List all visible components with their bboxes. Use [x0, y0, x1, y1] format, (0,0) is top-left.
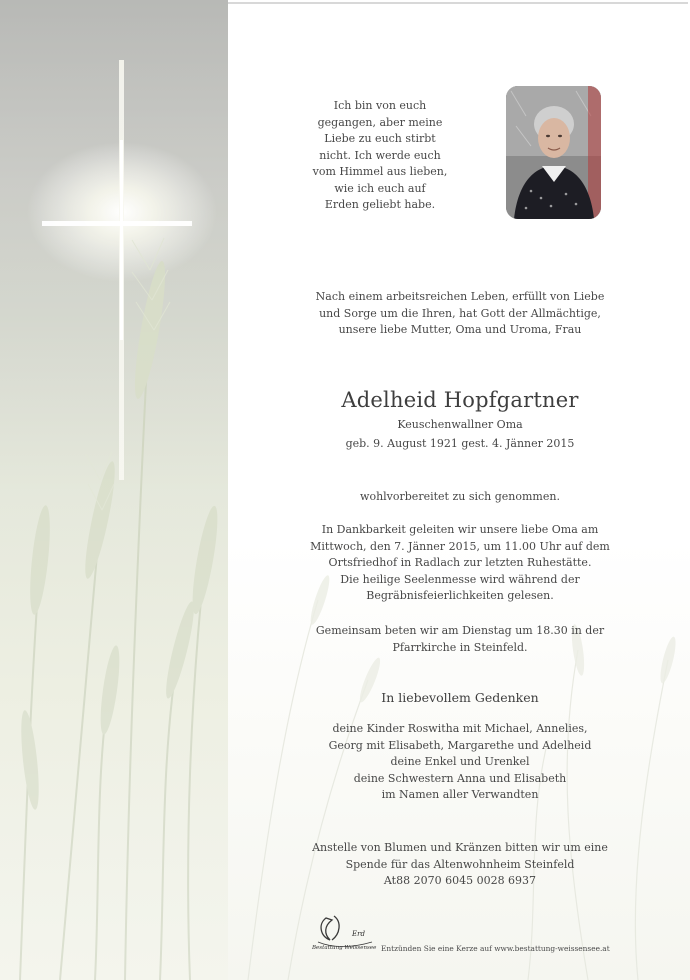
funeral-details: In Dankbarkeit geleiten wir unsere liebe Oma am Mittwoch, den 7. Jänner 2015, um 11.00 Uhr auf dem Ortsfriedhof in Radlach zur letzten Ruhestätte. Die heilige Seelenmesse wird während der Begräbnisfeierlichkeiten gelesen.: [310, 523, 610, 602]
logo-text-top: Erd: [352, 930, 365, 938]
wheat-cross-image: [0, 0, 228, 980]
taken-text: wohlvorbereitet zu sich genommen.: [360, 490, 560, 503]
donation-request: Anstelle von Blumen und Kränzen bitten wir um eine Spende für das Altenwohnheim Steinfeld At88 2070 6045 0028 6937: [312, 841, 608, 887]
memory-heading: In liebevollem Gedenken: [381, 690, 539, 705]
funeral-home-logo: [312, 912, 378, 956]
portrait-photo: [506, 86, 601, 219]
candle-link-text[interactable]: Entzünden Sie eine Kerze auf www.bestattung-weissensee.at: [381, 944, 610, 953]
mourners-list: deine Kinder Roswitha mit Michael, Annelies, Georg mit Elisabeth, Margarethe und Adelheid deine Enkel und Urenkel deine Schwestern Anna und Elisabeth im Namen aller Verwandten: [328, 722, 592, 801]
farewell-poem: Ich bin von euch gegangen, aber meine Liebe zu euch stirbt nicht. Ich werde euch vom Himmel aus lieben, wie ich euch auf Erden geliebt habe.: [312, 99, 448, 211]
prayer-details: Gemeinsam beten wir am Dienstag um 18.30 in der Pfarrkirche in Steinfeld.: [315, 624, 605, 654]
logo-text-bottom: Bestattung Weissensee: [312, 945, 377, 951]
life-dates: geb. 9. August 1921 gest. 4. Jänner 2015: [345, 437, 575, 450]
deceased-nickname: Keuschenwallner Oma: [397, 418, 523, 431]
deceased-name: Adelheid Hopfgartner: [341, 388, 579, 412]
top-divider: [228, 2, 688, 4]
intro-text: Nach einem arbeitsreichen Leben, erfüllt von Liebe und Sorge um die Ihren, hat Gott der Allmächtige, unsere liebe Mutter, Oma und Uroma, Frau: [315, 290, 605, 336]
